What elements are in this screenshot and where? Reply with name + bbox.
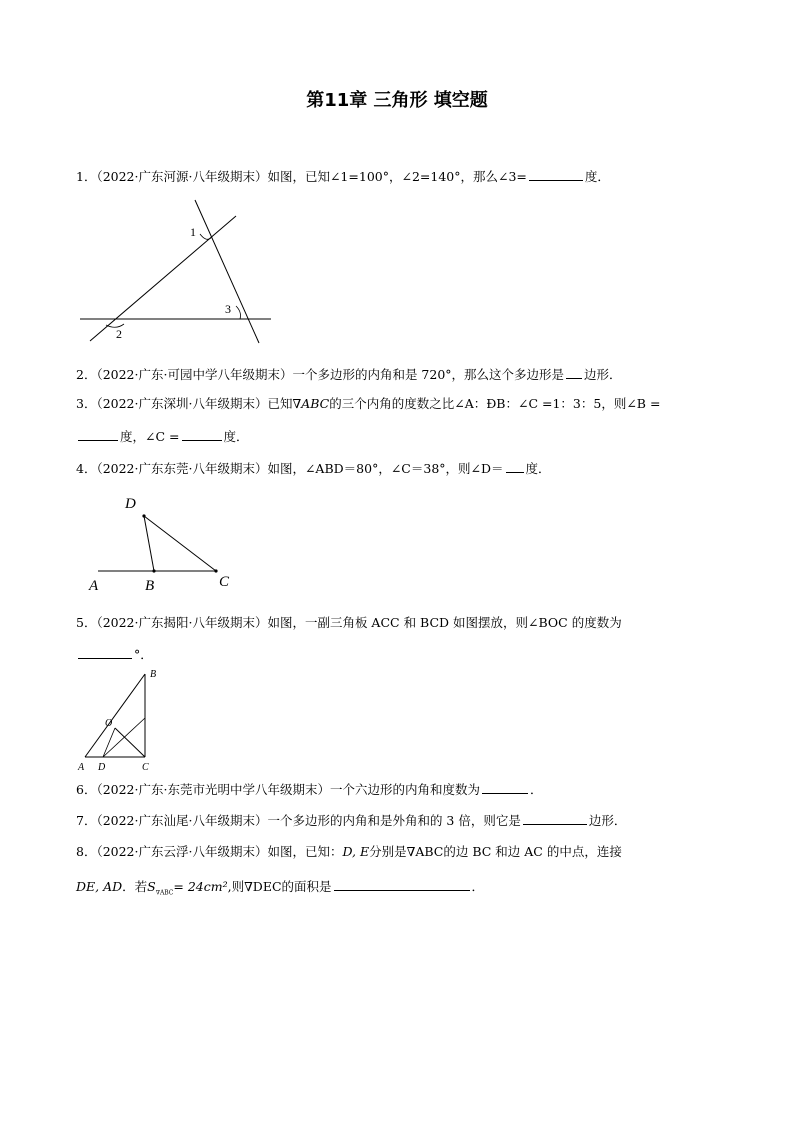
angle-3-label: 3 [225, 302, 231, 316]
question-3 [76, 396, 660, 412]
question-4-tail: 度． [525, 461, 551, 476]
question-4 [76, 460, 551, 477]
points-de: D, E [342, 844, 370, 859]
area-value: = 24cm² [173, 879, 228, 894]
answer-blank-b [78, 428, 118, 441]
question-3-text: 3．（2022·广东深圳·八年级期末）已知 [76, 396, 293, 411]
area-subscript: ∇ABC [155, 889, 174, 897]
question-2-tail: 边形． [584, 367, 622, 382]
question-7-tail: 边形． [588, 813, 627, 828]
question-8-if: ．若 [122, 879, 148, 894]
answer-blank [523, 812, 587, 825]
answer-blank [78, 646, 132, 659]
answer-blank [334, 878, 470, 891]
question-8-text: 8．（2022·广东云浮·八年级期末）如图，已知： [76, 844, 343, 859]
question-1-text: 1．（2022·广东河源·八年级期末）如图，已知∠1=100°，∠2=140°，那么∠3= [76, 169, 527, 184]
point-d-label: D [125, 496, 136, 512]
question-8-ask: ,则∇DEC的面积是 [227, 879, 332, 894]
angle-2-label: 2 [116, 327, 122, 341]
point-b-label: B [150, 669, 157, 680]
figure-5 [76, 668, 166, 778]
question-6 [76, 781, 542, 798]
answer-blank [482, 781, 528, 794]
angle-1-label: 1 [190, 225, 196, 239]
question-1-tail: 度． [584, 169, 610, 184]
point-d-label: D [98, 762, 106, 773]
point-c-label: C [219, 574, 230, 590]
answer-blank [566, 366, 582, 379]
point-a-label: A [89, 578, 99, 594]
question-3-ratio: 的三个内角的度数之比∠A：ÐB：∠C =1：3：5，则∠B = [329, 396, 661, 411]
question-7-text: 7．（2022·广东汕尾·八年级期末）一个多边形的内角和是外角和的 3 倍，则它是 [76, 813, 521, 828]
question-8 [76, 844, 622, 860]
question-6-tail: ． [529, 782, 543, 797]
question-8-mid: 分别是∇ABC的边 BC 和边 AC 的中点，连接 [369, 844, 622, 859]
point-c-label: C [142, 762, 149, 773]
answer-blank [506, 460, 524, 473]
question-5-tail: °． [134, 647, 153, 662]
question-7 [76, 812, 626, 829]
question-2 [76, 366, 622, 383]
figure-4 [84, 494, 244, 594]
question-5 [76, 615, 622, 631]
answer-blank-c [182, 428, 222, 441]
question-3-line2 [76, 428, 249, 445]
question-6-text: 6．（2022·广东·东莞市光明中学八年级期末）一个六边形的内角和度数为 [76, 782, 480, 797]
question-5-text: 5．（2022·广东揭阳·八年级期末）如图，一副三角板 ACC 和 BCD 如图摆放，则∠BOC 的度数为 [76, 615, 622, 630]
segments-de-ad: DE, AD [76, 879, 123, 894]
point-b-label: B [145, 578, 155, 594]
figure-1 [76, 196, 276, 346]
question-3-tail: 度． [223, 429, 249, 444]
area-symbol: S [147, 879, 156, 894]
question-8-line2 [76, 878, 484, 902]
point-a-label: A [78, 762, 85, 773]
question-2-text: 2．（2022·广东·可园中学八年级期末）一个多边形的内角和是 720°，那么这个多边形是 [76, 367, 565, 382]
triangle-abc: ∇ABC [292, 396, 330, 411]
question-8-tail: ． [471, 879, 485, 894]
question-3-deg-c: 度，∠C = [120, 429, 180, 444]
page-title: 第11章 三角形 填空题 [306, 90, 488, 111]
question-1 [76, 168, 610, 185]
question-4-text: 4．（2022·广东东莞·八年级期末）如图，∠ABD＝80°，∠C＝38°，则∠D＝ [76, 461, 504, 476]
answer-blank [529, 168, 583, 181]
point-o-label: O [105, 718, 113, 729]
question-5-line2 [76, 646, 153, 663]
